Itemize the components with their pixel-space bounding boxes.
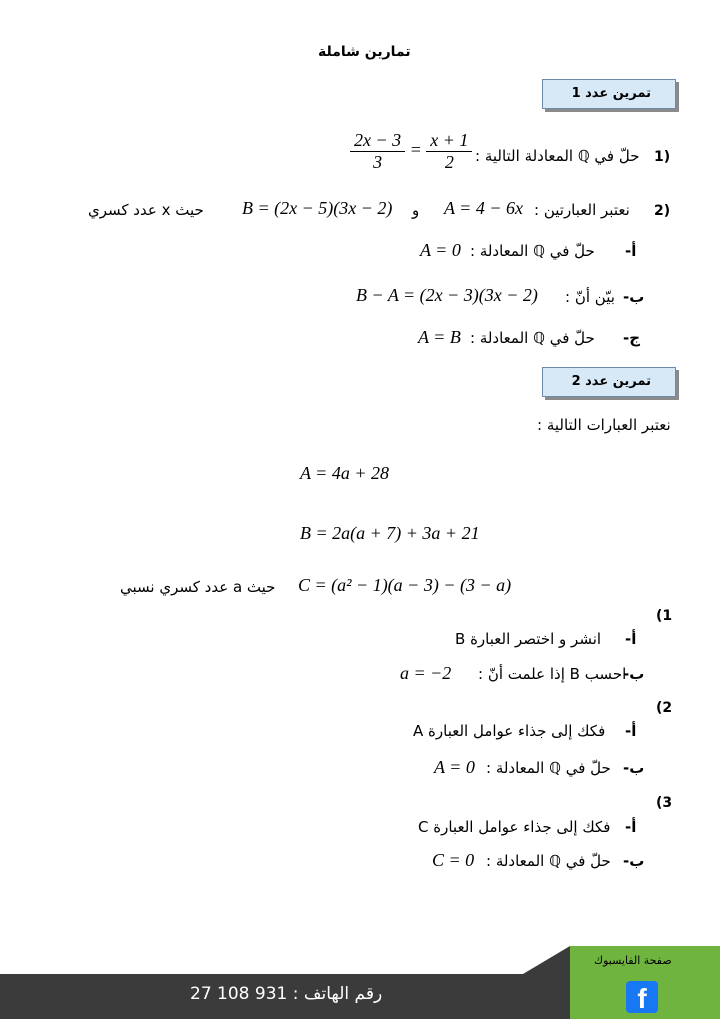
part-3b-label: ب- [623,852,645,870]
part-3b-text: حلّ في ℚ المعادلة : [486,852,611,870]
q2b-text: بيّن أنّ : [565,288,615,306]
q2a-label: أ- [625,242,637,260]
q2-text: نعتبر العبارتين : [534,201,630,219]
q1-fraction1-numerator: 2x − 3 [350,130,405,152]
expression-c-where: حيث a عدد كسري نسبي [120,578,276,596]
part-2b-label: ب- [623,759,645,777]
q1-equation [350,130,472,173]
part-1b-label: ب- [623,665,645,683]
q2a-text: حلّ في ℚ المعادلة : [470,242,595,260]
part-1b-expression: a = −2 [400,663,452,683]
part-2a-text: فكك إلى جذاء عوامل العبارة A [413,722,606,740]
part-2a-label: أ- [625,722,637,740]
part-1b-text: احسب B إذا علمت أنّ : [478,665,627,683]
q1-fraction1-denominator: 3 [373,152,383,172]
facebook-label: صفحة الفايسبوك [594,954,672,967]
q2c-expression: A = B [418,327,461,347]
part-2b-text: حلّ في ℚ المعادلة : [486,759,611,777]
q1-text: حلّ في ℚ المعادلة التالية : [475,147,640,165]
part-1a-text: انشر و اختصر العبارة B [455,630,602,648]
q2b-label: ب- [623,288,645,306]
facebook-icon[interactable]: f [626,981,658,1013]
expression-a: A = 4a + 28 [300,463,389,483]
q2-expression-a: A = 4 − 6x [444,198,523,218]
exercise-2-intro: نعتبر العبارات التالية : [537,416,671,434]
q1-fraction2-numerator: x + 1 [426,130,472,152]
exercise-2-label: تمرين عدد 2 [542,367,676,397]
part-2-number: (2 [656,700,673,716]
q2-expression-b: B = (2x − 5)(3x − 2) [242,198,393,218]
q1-number: 1) [654,149,671,165]
q1-fraction2-denominator: 2 [444,152,454,172]
expression-c: C = (a² − 1)(a − 3) − (3 − a) [298,575,512,595]
part-3-number: (3 [656,795,673,811]
q2c-label: ج- [623,329,641,347]
q2b-expression: B − A = (2x − 3)(3x − 2) [356,285,538,305]
part-1-number: (1 [656,608,673,624]
q1-equals: = [409,139,422,160]
q2a-expression: A = 0 [420,240,461,260]
q2-and: و [412,201,420,219]
footer-divider [523,946,570,974]
page-title: تمارين شاملة [318,44,411,60]
exercise-1-label: تمرين عدد 1 [542,79,676,109]
q2c-text: حلّ في ℚ المعادلة : [470,329,595,347]
part-1a-label: أ- [625,630,637,648]
part-2b-expression: A = 0 [434,757,475,777]
part-3a-label: أ- [625,818,637,836]
phone-number: رقم الهاتف : 931 108 27 [190,984,383,1004]
q2-number: 2) [654,203,671,219]
part-3a-text: فكك إلى جذاء عوامل العبارة C [418,818,611,836]
part-3b-expression: C = 0 [432,850,475,870]
q2-where: حيث x عدد كسري [88,201,204,219]
expression-b: B = 2a(a + 7) + 3a + 21 [300,523,480,543]
